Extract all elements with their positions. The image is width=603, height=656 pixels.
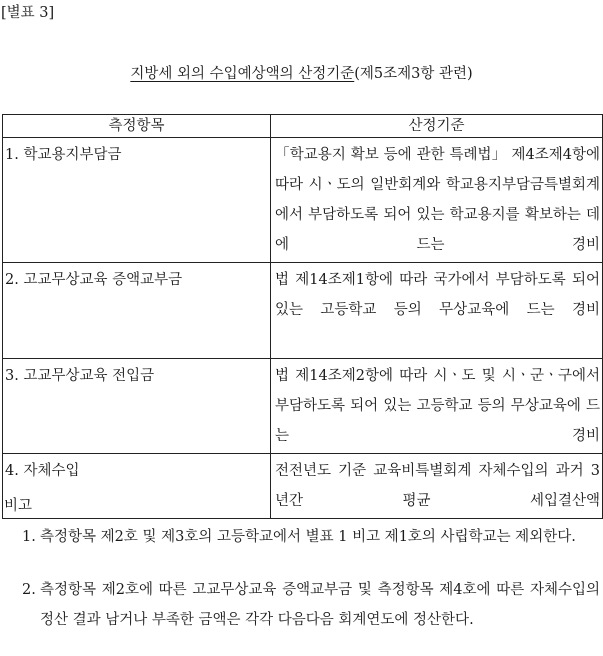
note-item (22, 522, 600, 552)
table-row (3, 359, 603, 454)
table-row (3, 454, 603, 519)
document-title (0, 62, 603, 83)
column-header-criteria: 산정기준 (271, 115, 603, 138)
row-item: 4. 자체수입 (3, 454, 271, 519)
notes-heading: 비고 (4, 498, 33, 514)
table-row (3, 138, 603, 263)
note-text: 측정항목 제2호에 따른 고교무상교육 증액교부금 및 측정항목 제4호에 따른 자체수입의 정산 결과 남거나 부족한 금액은 각각 다음다음 회계연도에 정산한다. (40, 582, 600, 628)
row-criteria: 「학교용지 확보 등에 관한 특례법」 제4조제4항에 따라 시ㆍ도의 일반회계와 학교용지부담금특별회계에서 부담하도록 되어 있는 학교용지를 확보하는 데에 드는 경비 (271, 138, 603, 263)
note-item (22, 575, 600, 635)
title-main: 지방세 외의 수입예상액의 산정기준 (130, 66, 355, 82)
table-row (3, 263, 603, 359)
criteria-table (2, 114, 603, 519)
row-criteria: 전전년도 기준 교육비특별회계 자체수입의 과거 3년간 평균 세입결산액 (271, 454, 603, 519)
row-criteria: 법 제14조제1항에 따라 국가에서 부담하도록 되어 있는 고등학교 등의 무상교육에 드는 경비 (271, 263, 603, 359)
note-number: 2. (22, 582, 36, 598)
title-suffix: (제5조제3항 관련) (354, 66, 473, 82)
row-item: 2. 고교무상교육 증액교부금 (3, 263, 271, 359)
note-number: 1. (22, 529, 36, 545)
row-criteria: 법 제14조제2항에 따라 시ㆍ도 및 시ㆍ군ㆍ구에서 부담하도록 되어 있는 고등학교 등의 무상교육에 드는 경비 (271, 359, 603, 454)
column-header-item: 측정항목 (3, 115, 271, 138)
attachment-label: [별표 3] (1, 5, 55, 21)
row-item: 3. 고교무상교육 전입금 (3, 359, 271, 454)
note-text: 측정항목 제2호 및 제3호의 고등학교에서 별표 1 비고 제1호의 사립학교는 제외한다. (40, 529, 576, 545)
table-header-row (3, 115, 603, 138)
row-item: 1. 학교용지부담금 (3, 138, 271, 263)
